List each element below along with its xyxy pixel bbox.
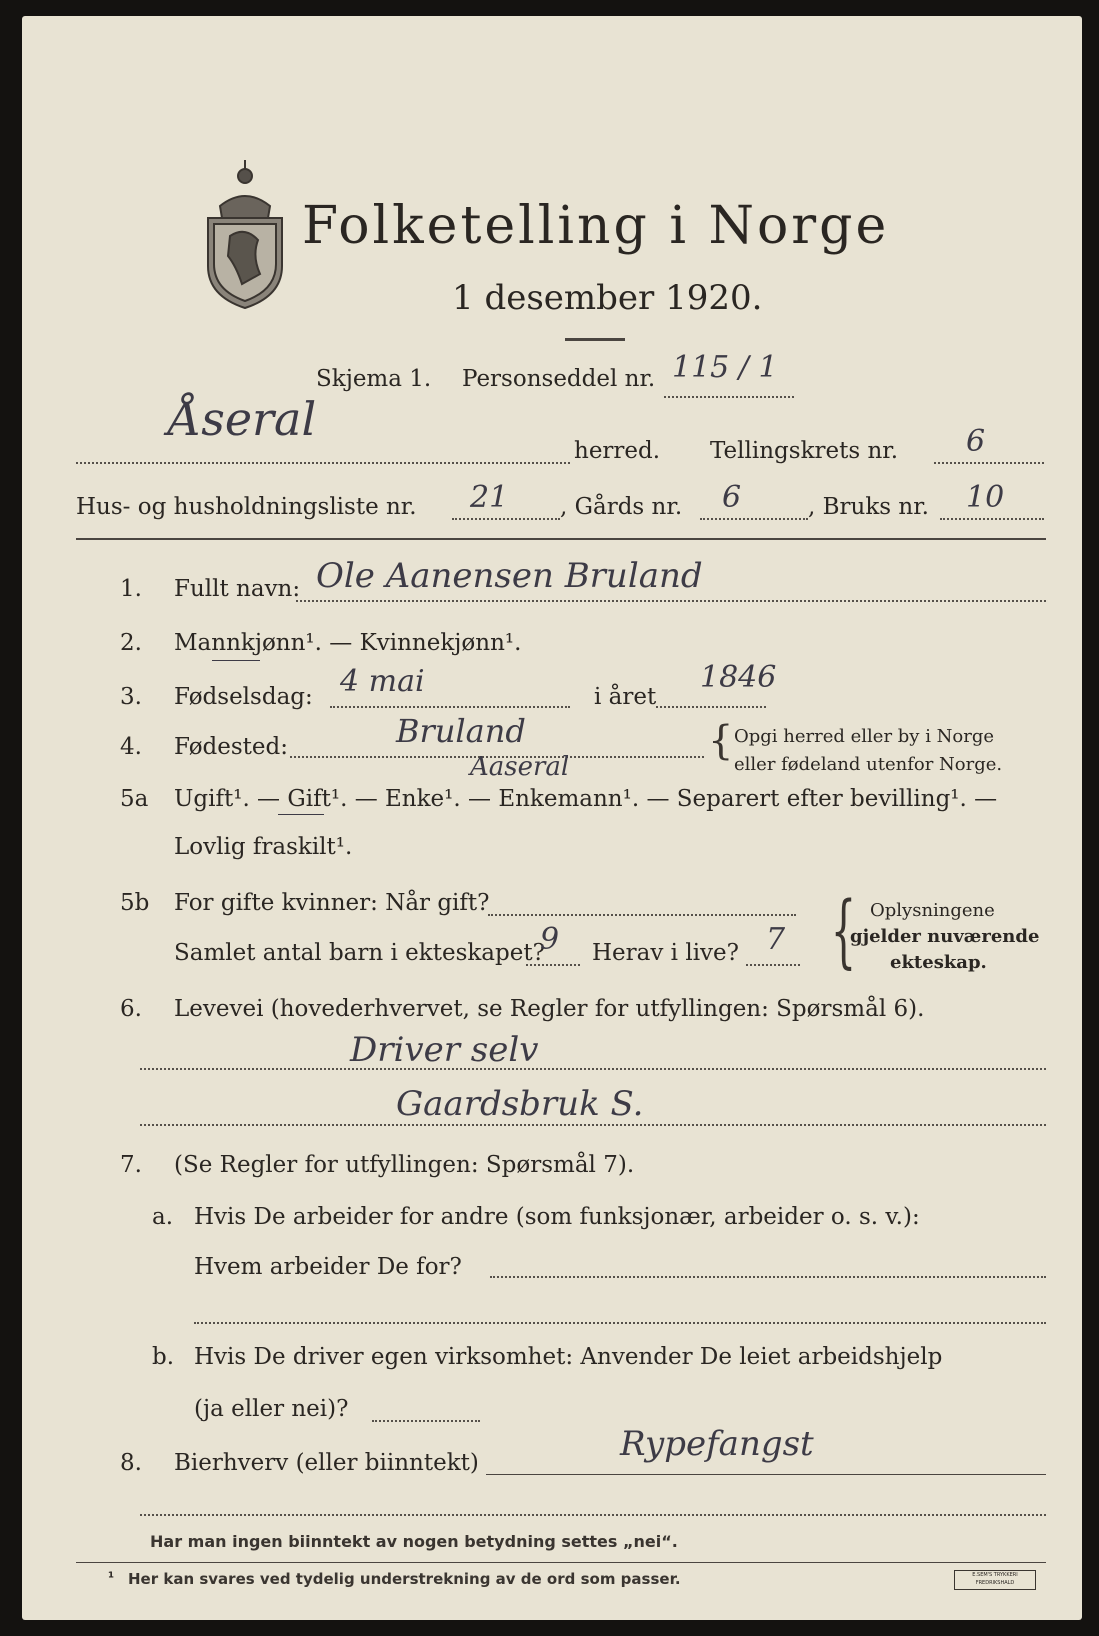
q2-number: 2.	[120, 630, 142, 656]
q5b-note-line2: gjelder nuværende	[850, 926, 1040, 947]
q7b-line	[372, 1420, 480, 1422]
footnote-text: Her kan svares ved tydelig understrekning av de ord som passer.	[128, 1570, 681, 1588]
q5b-brace: {	[830, 884, 857, 977]
q8-line2	[140, 1514, 1046, 1516]
q5b-number: 5b	[120, 890, 150, 916]
q5a-extra-value[interactable]: Aaseral	[470, 752, 570, 782]
q5b-married-line	[488, 914, 796, 916]
q5a-label2: Lovlig fraskilt¹.	[174, 834, 353, 860]
census-form-paper	[22, 16, 1082, 1620]
q1-full-name-value[interactable]: Ole Aanensen Bruland	[316, 556, 703, 596]
q1-line	[296, 600, 1046, 602]
q5a-label: Ugift¹. — Gift¹. — Enke¹. — Enkemann¹. — Separert efter bevilling¹. —	[174, 786, 998, 812]
tellingskrets-line	[934, 462, 1044, 464]
q3-day-line	[330, 706, 570, 708]
q5b-note-line1: Oplysningene	[870, 900, 995, 921]
q8-label: Bierhverv (eller biinntekt)	[174, 1450, 479, 1476]
q4-birthplace-value[interactable]: Bruland	[396, 712, 526, 750]
q7a-label2: Hvem arbeider De for?	[194, 1254, 462, 1280]
q5a-gift-underline	[278, 814, 324, 815]
personseddel-line	[664, 396, 794, 398]
q4-brace: {	[708, 718, 734, 764]
norwegian-coat-of-arms-icon	[200, 156, 290, 316]
bruks-value[interactable]: 10	[966, 480, 1005, 515]
q7a-line1	[490, 1276, 1046, 1278]
q3-year-label: i året	[594, 684, 657, 710]
q5b-children-value[interactable]: 9	[540, 922, 560, 957]
form-title: Folketelling i Norge	[302, 196, 890, 256]
husholdningsliste-label: Hus- og husholdningsliste nr.	[76, 494, 417, 520]
bruks-line	[940, 518, 1044, 520]
personseddel-value[interactable]: 115 / 1	[672, 350, 778, 385]
q6-label: Levevei (hovederhvervet, se Regler for utfyllingen: Spørsmål 6).	[174, 996, 925, 1022]
q6-line1	[140, 1068, 1046, 1070]
personseddel-label: Personseddel nr.	[462, 366, 656, 392]
q7a-number: a.	[152, 1204, 174, 1230]
gards-line	[700, 518, 808, 520]
q6-line2	[140, 1124, 1046, 1126]
q8-value[interactable]: Rypefangst	[620, 1424, 814, 1464]
tellingskrets-label: Tellingskrets nr.	[710, 438, 899, 464]
bruks-label: , Bruks nr.	[808, 494, 929, 520]
q2-label: Mannkjønn¹. — Kvinnekjønn¹.	[174, 630, 522, 656]
q4-label: Fødested:	[174, 734, 289, 760]
gards-label: , Gårds nr.	[560, 494, 683, 520]
q7a-line2	[194, 1322, 1046, 1324]
q3-year-value[interactable]: 1846	[700, 660, 777, 695]
q7b-label2: (ja eller nei)?	[194, 1396, 349, 1422]
q7b-label: Hvis De driver egen virksomhet: Anvender De leiet arbeidshjelp	[194, 1344, 943, 1370]
herred-value[interactable]: Åseral	[168, 392, 317, 446]
gards-value[interactable]: 6	[722, 480, 742, 515]
q4-note-line1: Opgi herred eller by i Norge	[734, 726, 995, 747]
q1-label: Fullt navn:	[174, 576, 301, 602]
q4-number: 4.	[120, 734, 142, 760]
q5b-alive-label: Herav i live?	[592, 940, 739, 966]
herred-label: herred.	[574, 438, 661, 464]
q3-year-line	[656, 706, 766, 708]
tellingskrets-value[interactable]: 6	[966, 424, 986, 459]
q4-note-line2: eller fødeland utenfor Norge.	[734, 754, 1003, 775]
q5b-alive-line	[746, 964, 800, 966]
q7-label: (Se Regler for utfyllingen: Spørsmål 7).	[174, 1152, 635, 1178]
q5b-alive-value[interactable]: 7	[766, 922, 786, 957]
header-divider	[76, 538, 1046, 540]
printer-stamp: E.SEM'S TRYKKERI FREDRIKSHALD	[954, 1570, 1036, 1590]
q3-number: 3.	[120, 684, 142, 710]
q8-line	[486, 1474, 1046, 1475]
title-divider	[565, 338, 625, 341]
q5b-note-line3: ekteskap.	[890, 952, 987, 973]
q7a-label: Hvis De arbeider for andre (som funksjonær, arbeider o. s. v.):	[194, 1204, 920, 1230]
husholdningsliste-value[interactable]: 21	[470, 480, 509, 515]
herred-line	[76, 462, 570, 464]
skjema-label: Skjema 1.	[316, 366, 432, 392]
footer-note: Har man ingen biinntekt av nogen betydning settes „nei“.	[150, 1532, 678, 1551]
q7b-number: b.	[152, 1344, 175, 1370]
q3-label: Fødselsdag:	[174, 684, 313, 710]
q5b-children-label: Samlet antal barn i ekteskapet?	[174, 940, 545, 966]
q6-value-line2[interactable]: Gaardsbruk S.	[396, 1084, 644, 1124]
q6-number: 6.	[120, 996, 142, 1022]
q2-mannkjonn-underline	[212, 660, 260, 661]
q7-number: 7.	[120, 1152, 142, 1178]
footnote-mark: ¹	[108, 1570, 115, 1586]
q5a-number: 5a	[120, 786, 149, 812]
q3-birthday-value[interactable]: 4 mai	[340, 664, 425, 699]
husholdningsliste-line	[452, 518, 560, 520]
q5b-label: For gifte kvinner: Når gift?	[174, 890, 490, 916]
q8-number: 8.	[120, 1450, 142, 1476]
q1-number: 1.	[120, 576, 142, 602]
q6-value-line1[interactable]: Driver selv	[350, 1030, 539, 1070]
census-date: 1 desember 1920.	[452, 278, 763, 318]
q5b-children-line	[526, 964, 580, 966]
footer-divider	[76, 1562, 1046, 1563]
